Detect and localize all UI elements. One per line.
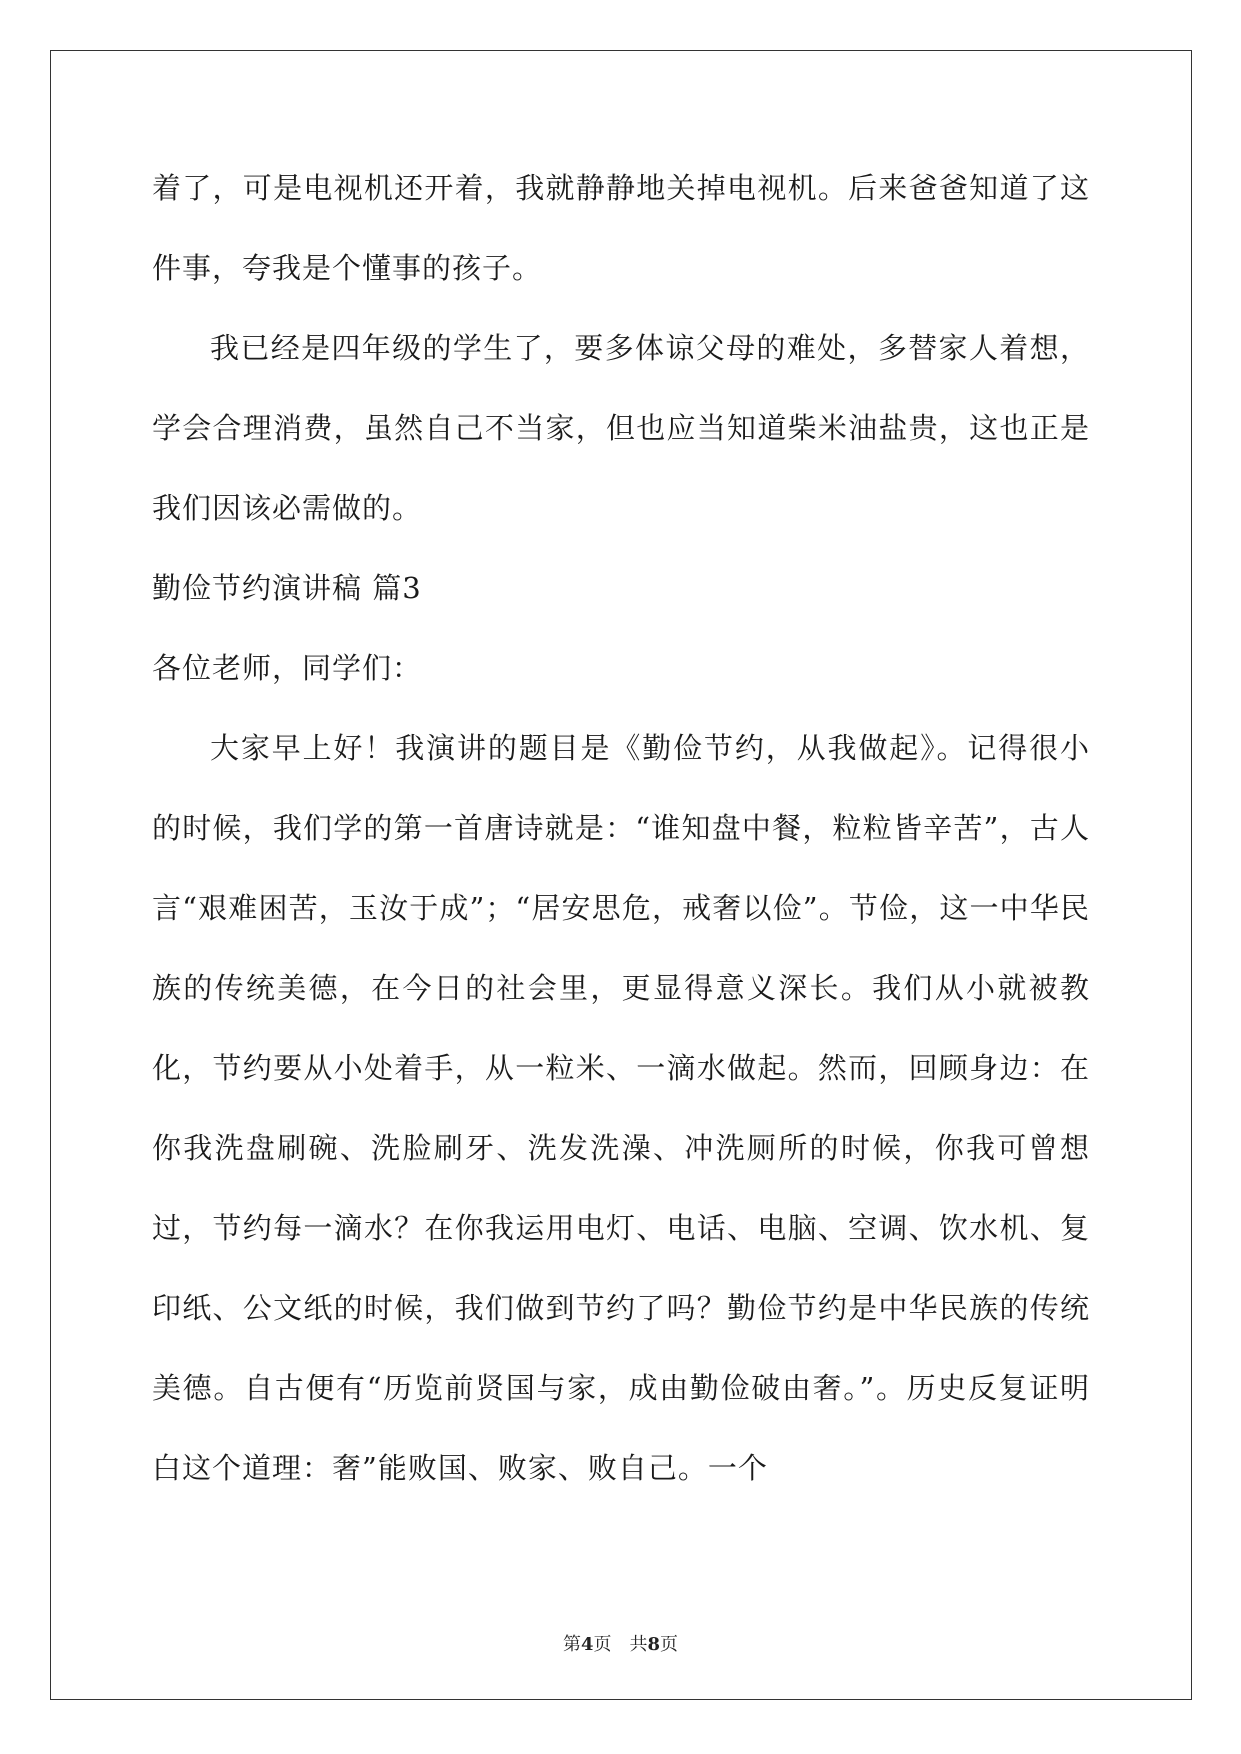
paragraph: 大家早上好！我演讲的题目是《勤俭节约，从我做起》。记得很小的时候，我们学的第一首唐诗就是：“谁知盘中餐，粒粒皆辛苦”，古人言“艰难困苦，玉汝于成”；“居安思危，戒奢以俭”。节俭，这一中华民族的传统美德，在今日的社会里，更显得意义深长。我们从小就被教化，节约要从小处着手，从一粒米、一滴水做起。然而，回顾身边：在你我洗盘刷碗、洗脸刷牙、洗发洗澡、冲洗厕所的时候，你我可曾想过，节约每一滴水？在你我运用电灯、电话、电脑、空调、饮水机、复印纸、公文纸的时候，我们做到节约了吗？勤俭节约是中华民族的传统美德。自古便有“历览前贤国与家，成由勤俭破由奢。”。历史反复证明白这个道理：奢”能败国、败家、败自己。一个 [152,731,1090,1485]
salutation: 各位老师，同学们： [152,651,423,685]
page-current: 4 [580,1634,594,1655]
section-heading: 勤俭节约演讲稿 篇3 [152,571,422,605]
page-total: 8 [647,1634,661,1655]
page-prefix: 第 [562,1634,581,1655]
page-footer [0,1630,1241,1656]
paragraph-continuation: 着了，可是电视机还开着，我就静静地关掉电视机。后来爸爸知道了这件事，夸我是个懂事的孩子。 [152,171,1090,285]
paragraph: 我已经是四年级的学生了，要多体谅父母的难处，多替家人着想，学会合理消费，虽然自己不当家，但也应当知道柴米油盐贵，这也正是我们因该必需做的。 [152,331,1090,525]
page-unit: 页 [593,1634,612,1655]
document-body [152,148,1090,1508]
total-unit: 页 [660,1634,679,1655]
total-prefix: 共 [629,1634,648,1655]
